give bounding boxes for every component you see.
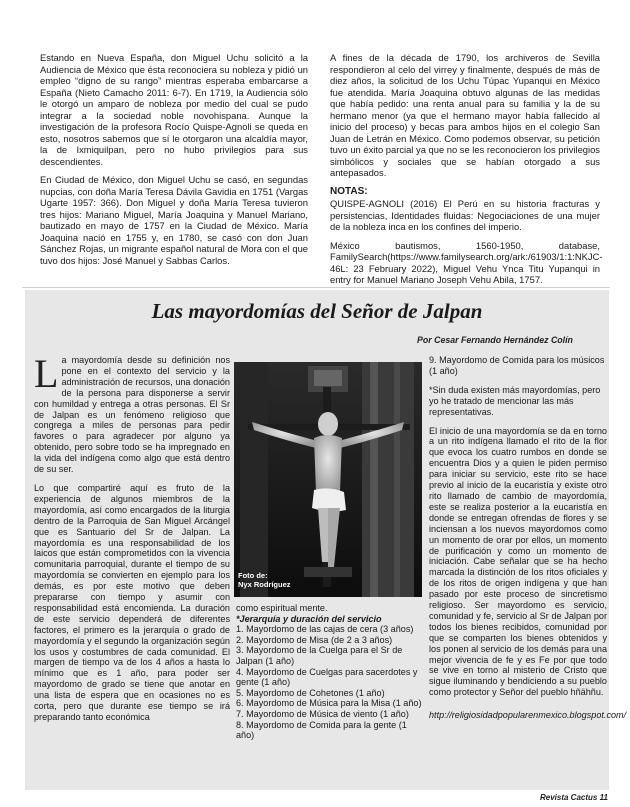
list-item: 3. Mayordomo de la Cuelga para el Sr de Jalpan (1 año) (236, 645, 403, 666)
list-item: 4. Mayordomo de Cuelgas para sacerdotes y gente (1 año) (236, 666, 418, 688)
crucifix-photo (234, 362, 422, 597)
notes-heading: NOTAS: (330, 185, 368, 197)
paragraph-text: a mayordomía desde su definición nos pone en el contexto del servicio y la administración de recursos, una donación de la persona para disponerse a servir con humildad y entrega a otras personas. El Sr de Jalpan es un fenómeno religioso que congrega a miles de personas para pedir favores o para agradecer por alguno ya obtenido, pero sobre todo se ha impregnado en la vida del indígena como algo que está dentro de su ser. (34, 355, 230, 475)
paragraph: Lo que compartiré aquí es fruto de la experiencia de algunos miembros de la mayordomía, así como encargados de la liturgia dentro de la Parroquia de San Miguel Arcángel que es Santuario del Sr de Jalpan. La mayordomía es una responsabilidad de los laicos que están comprometidos con la vivencia comunitaria parroquial, durante el tiempo de su mayordomía se convierten en ejemplo para los demás, es por este motivo que deben prepararse con tiempo y asumir con responsabilidad está encomienda. La duración de este servicio dependerá de diferentes factores, el primero es la jerarquía o grado de mayordomía y el segundo la organización según los usos y costumbres de cada comunidad. El margen de tiempo va de los 4 años a hasta lo mínimo que es 1 año, para poder ser mayordomo de grado se tiene que anotar en una lista de espera que en ocasiones no es corta, pero que durante ese tiempo se irá preparando tanto económica (34, 482, 230, 722)
list-item: 8. Mayordomo de Comida para la gente (1 año) (236, 719, 407, 741)
photo-credit-line: Foto de: (238, 571, 268, 580)
note-text: *Sin duda existen más mayordomías, pero yo he tratado de mencionar las más representativas. (429, 384, 601, 417)
paragraph: El inicio de una mayordomía se da en torno a un rito indígena llamado el rito de la flor que evoca los cuatro rumbos en donde se encuentra Dios y a quien le piden permiso para iniciar su servicio, este rito se hace previo al inicio de la eucaristía y existe otro rito llamado de cambio de mayordomía, este se realiza posterior a la eucaristía en donde se entregan ofrendas de flores y se inciensan a los nuevos mayordomos como un momento de orar por ellos, un momento de purificación y como un momento de iniciación. Cabe señalar que se ha hecho marcada la distinción de los ritos oficiales y de los ritos de origen indígena y que han pasado por este proceso de sincretismo religioso. Ser mayordomo es servicio, comunidad y fe, servicio al Sr de Jalpan por todos los bienes recibidos, comunidad por que se comparten los bienes obtenidos y los ponen al servicio de los demás para una mejor vivencia de fe y es Fe por que todo se vive en torno al misterio de Cristo que sigue iluminando y bendiciendo a su pueblo como protector y Señor del pueblo hñähñu. (429, 425, 607, 698)
article-column-1 (34, 351, 230, 731)
top-right-column (330, 52, 603, 293)
list-item: 5. Mayordomo de Cohetones (1 año) (236, 687, 385, 698)
paragraph: como espiritual mente. (236, 603, 328, 613)
section-divider (22, 287, 610, 288)
article-title: Las mayordomías del Señor de Jalpan (151, 299, 483, 323)
paragraph: A fines de la década de 1790, los archiveros de Sevilla respondieron al celo del virrey y finalmente, después de más de diez años, la solicitud de los Uchu Túpac Yupanqui en México fue atendida. María Joaquina obtuvo algunas de las medidas que había pedido: una renta anual para su familia y la de su hermano menor (ya que el hermano mayor había fallecido al inicio del proceso) y becas para ambos hijos en el colegio San Juan de Letrán en México. Como podemos observar, su petición tuvo un éxito parcial ya que no se les reconocieron los privilegios simbólicos y sociales que se habían otorgado a sus antepasados. (330, 52, 600, 178)
reference-entry: QUISPE-AGNOLI (2016) El Perú en su historia fracturas y persistencias, Identidades fluidas: Negociaciones de una mujer de la nobleza inca en los confines del imperio. (330, 198, 600, 232)
drop-cap: L (34, 351, 59, 396)
source-link[interactable]: http://religiosidadpopularenmexico.blogspot.com/ (429, 710, 627, 721)
list-item: 2. Mayordomo de Misa (de 2 a 3 años) (236, 634, 393, 645)
article-panel (25, 290, 627, 790)
reference-entry: México bautismos, 1560-1950, database, FamilySearch(https://www.familysearch.org/ark:/61903/1:1:NKJC-46L: 23 February 2022), Miguel Vehu Ynca Titu Yupanqui in entry for Manuel Mariano Joseph Vehu Abila, 1757. (330, 239, 603, 285)
list-item: 7. Mayordomo de Música de viento (1 año) (236, 708, 409, 719)
photo-credit-line: Nyx Rodríguez (238, 579, 291, 589)
article-byline: Por Cesar Fernando Hernández Colín (417, 335, 573, 345)
crucifix-image (234, 362, 422, 597)
paragraph: Estando en Nueva España, don Miguel Uchu solicitó a la Audiencia de México que ésta reconociera su nobleza y pidió un empleo “digno de su rango” mientras esperaba embarcarse a España (Nieto Camacho 2011: 6-7). En 1719, la Audiencia sólo le otorgó un amparo de nobleza por medio del cual se pudo integrar a la sociedad noble novohispana. Aunque la investigación de la profesora Rocío Quispe-Agnoli se queda en esto, nosotros sabemos que sí le otorgaron una alcaldía mayor, la de Ixmiquilpan, pero no hubo privilegios para sus descendientes. (40, 52, 308, 167)
list-item: 6. Mayordomo de Música para la Misa (1 año) (236, 698, 422, 709)
list-item: 1. Mayordomo de las cajas de cera (3 años) (236, 624, 414, 635)
top-left-column (40, 52, 308, 273)
list-item: 9. Mayordomo de Comida para los músicos (1 año) (429, 355, 605, 376)
article-column-2 (236, 603, 422, 741)
paragraph (34, 351, 230, 475)
page-footer: Revista Cactus 11 (540, 793, 608, 802)
article-column-3 (429, 355, 627, 729)
photo-credit (238, 572, 291, 589)
paragraph: En Ciudad de México, don Miguel Uchu se casó, en segundas nupcias, con doña María Teresa Dávila Gavidia en 1751 (Vargas Ugarte 1957: 366). Don Miguel y doña María Teresa tuvieron tres hijos: Mariano Miguel, María Joaquina y Manuel Mariano, bautizado en mayo de 1757 en la Ciudad de México. María Joaquina nació en 1755 y, en 1780, se casó con don Juan Sánchez Rojas, un migrante español natural de Mora con el que tuvo dos hijos: José Manuel y Sabbas Carlos. (40, 174, 308, 266)
list-heading: *Jerarquía y duración del servicio (236, 613, 382, 624)
